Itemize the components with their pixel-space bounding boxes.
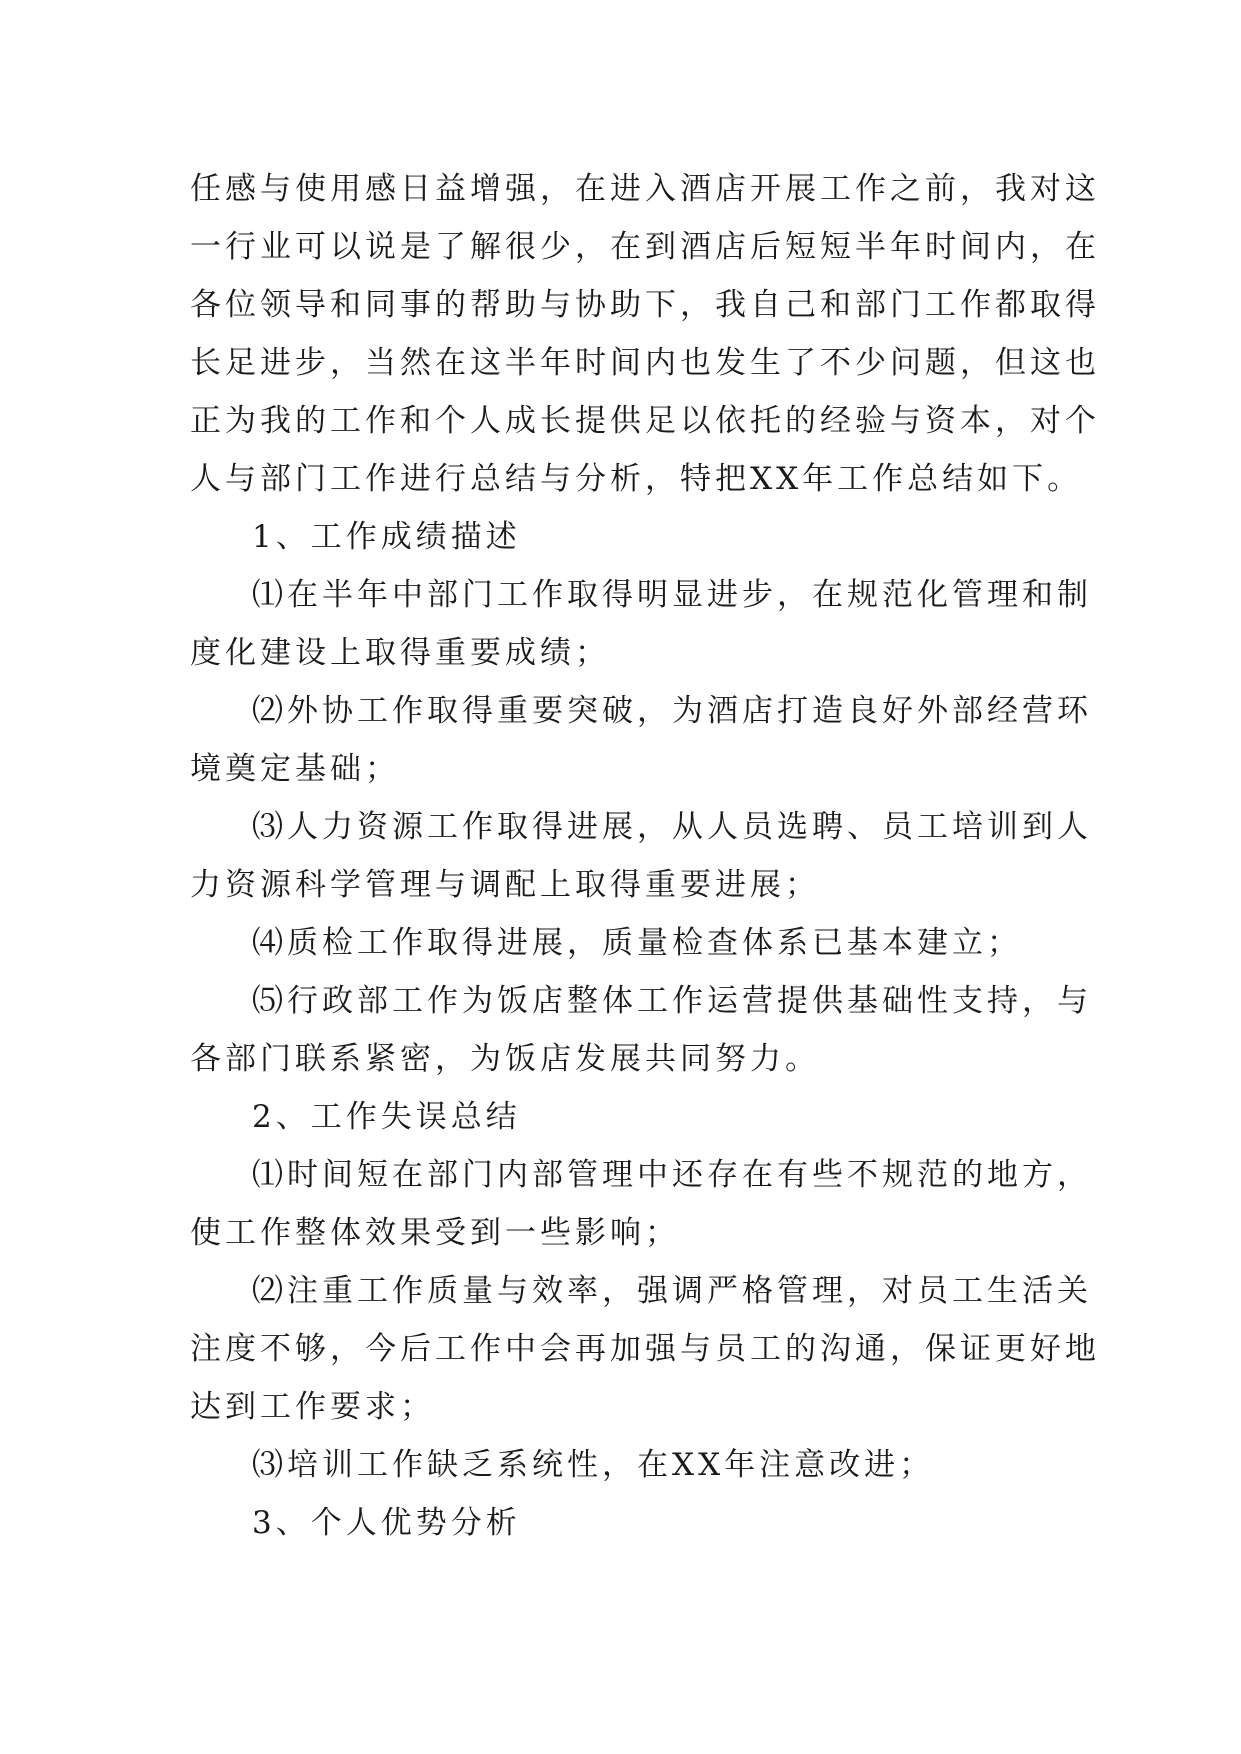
section-heading: 1、工作成绩描述 bbox=[252, 519, 521, 555]
text-line: 长足进步，当然在这半年时间内也发生了不少问题，但这也 bbox=[190, 345, 1100, 381]
list-item: ⑶人力资源工作取得进展，从人员选聘、员工培训到人 bbox=[252, 809, 1092, 845]
list-item: ⑸行政部工作为饭店整体工作运营提供基础性支持，与 bbox=[252, 983, 1092, 1019]
text-line: 人与部门工作进行总结与分析，特把XX年工作总结如下。 bbox=[190, 461, 1083, 497]
text-line: 力资源科学管理与调配上取得重要进展； bbox=[190, 867, 820, 903]
list-item: ⑵注重工作质量与效率，强调严格管理，对员工生活关 bbox=[252, 1273, 1092, 1309]
text-line: 各位领导和同事的帮助与协助下，我自己和部门工作都取得 bbox=[190, 287, 1100, 323]
list-item: ⑵外协工作取得重要突破，为酒店打造良好外部经营环 bbox=[252, 693, 1092, 729]
document-body bbox=[190, 160, 1100, 1552]
list-item: ⑴在半年中部门工作取得明显进步，在规范化管理和制 bbox=[252, 577, 1092, 613]
section-heading: 2、工作失误总结 bbox=[252, 1099, 521, 1135]
text-line: 使工作整体效果受到一些影响； bbox=[190, 1215, 680, 1251]
text-line: 达到工作要求； bbox=[190, 1389, 435, 1425]
text-line: 正为我的工作和个人成长提供足以依托的经验与资本，对个 bbox=[190, 403, 1100, 439]
list-item: ⑷质检工作取得进展，质量检查体系已基本建立； bbox=[252, 925, 1022, 961]
text-line: 任感与使用感日益增强，在进入酒店开展工作之前，我对这 bbox=[190, 171, 1100, 207]
text-line: 度化建设上取得重要成绩； bbox=[190, 635, 610, 671]
list-item: ⑶培训工作缺乏系统性，在XX年注意改进； bbox=[252, 1447, 935, 1483]
section-heading: 3、个人优势分析 bbox=[252, 1505, 521, 1541]
text-line: 一行业可以说是了解很少，在到酒店后短短半年时间内，在 bbox=[190, 229, 1100, 265]
list-item: ⑴时间短在部门内部管理中还存在有些不规范的地方， bbox=[252, 1157, 1092, 1193]
text-line: 境奠定基础； bbox=[190, 751, 400, 787]
text-line: 各部门联系紧密，为饭店发展共同努力。 bbox=[190, 1041, 820, 1077]
text-line: 注度不够，今后工作中会再加强与员工的沟通，保证更好地 bbox=[190, 1331, 1100, 1367]
